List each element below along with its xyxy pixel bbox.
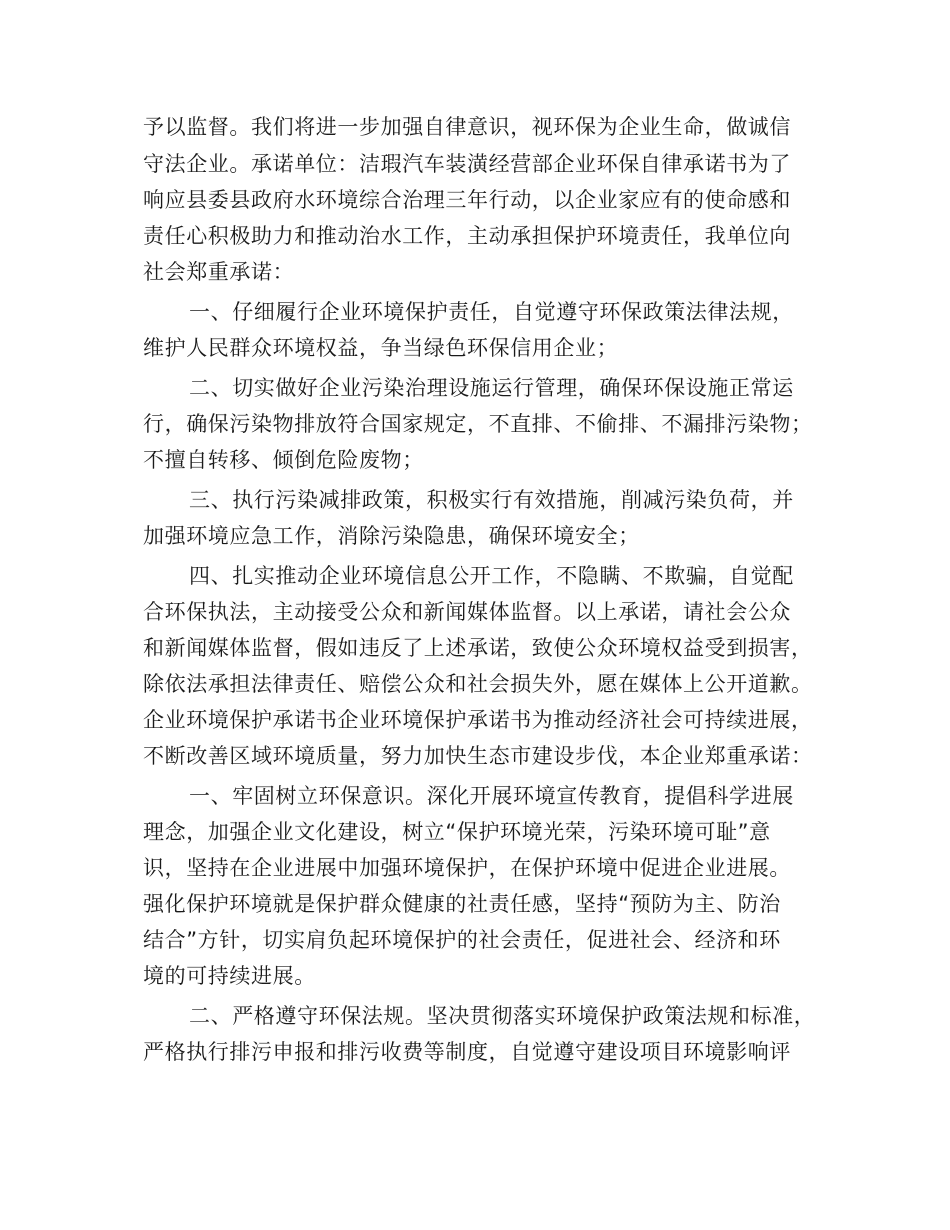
text-line: 一、牢固树立环保意识。深化开展环境宣传教育，提倡科学进展	[189, 784, 794, 808]
text-line: 责任心积极助力和推动治水工作，主动承担保护环境责任，我单位向	[143, 224, 791, 248]
text-line: 行，确保污染物排放符合国家规定，不直排、不偷排、不漏排污染物；	[143, 412, 813, 436]
text-line: 识，坚持在企业进展中加强环境保护，在保护环境中促进企业进展。	[143, 856, 791, 880]
text-line: 三、执行污染减排政策，积极实行有效措施，削减污染负荷，并	[189, 488, 794, 512]
text-line: 不擅自转移、倾倒危险废物；	[143, 448, 424, 472]
text-line: 四、扎实推动企业环境信息公开工作，不隐瞒、不欺骗，自觉配	[189, 564, 794, 588]
text-line: 境的可持续进展。	[143, 964, 316, 988]
text-line: 严格执行排污申报和排污收费等制度，自觉遵守建设项目环境影响评	[143, 1040, 791, 1064]
text-line: 响应县委县政府水环境综合治理三年行动，以企业家应有的使命感和	[143, 188, 791, 212]
text-line: 社会郑重承诺：	[143, 260, 295, 284]
text-line: 一、仔细履行企业环境保护责任，自觉遵守环保政策法律法规，	[189, 300, 794, 324]
text-line: 不断改善区域环境质量，努力加快生态市建设步伐，本企业郑重承诺：	[143, 744, 813, 768]
text-line: 企业环境保护承诺书企业环境保护承诺书为推动经济社会可持续进展，	[143, 708, 813, 732]
text-line: 和新闻媒体监督，假如违反了上述承诺，致使公众环境权益受到损害，	[143, 636, 813, 660]
text-line: 守法企业。承诺单位：洁瑕汽车装潢经营部企业环保自律承诺书为了	[143, 152, 791, 176]
text-line: 合环保执法，主动接受公众和新闻媒体监督。以上承诺，请社会公众	[143, 600, 791, 624]
text-line: 强化保护环境就是保护群众健康的社责任感，坚持“预防为主、防治	[143, 892, 781, 916]
text-line: 二、严格遵守环保法规。坚决贯彻落实环境保护政策法规和标准，	[189, 1004, 816, 1028]
text-line: 加强环境应急工作，消除污染隐患，确保环境安全；	[143, 524, 640, 548]
text-line: 除依法承担法律责任、赔偿公众和社会损失外，愿在媒体上公开道歉。	[143, 672, 813, 696]
text-line: 理念，加强企业文化建设，树立“保护环境光荣，污染环境可耻”意	[143, 820, 771, 844]
text-line: 二、切实做好企业污染治理设施运行管理，确保环保设施正常运	[189, 376, 794, 400]
text-line: 予以监督。我们将进一步加强自律意识，视环保为企业生命，做诚信	[143, 115, 791, 139]
text-line: 结合”方针，切实肩负起环境保护的社会责任，促进社会、经济和环	[143, 928, 781, 952]
text-line: 维护人民群众环境权益，争当绿色环保信用企业；	[143, 336, 619, 360]
